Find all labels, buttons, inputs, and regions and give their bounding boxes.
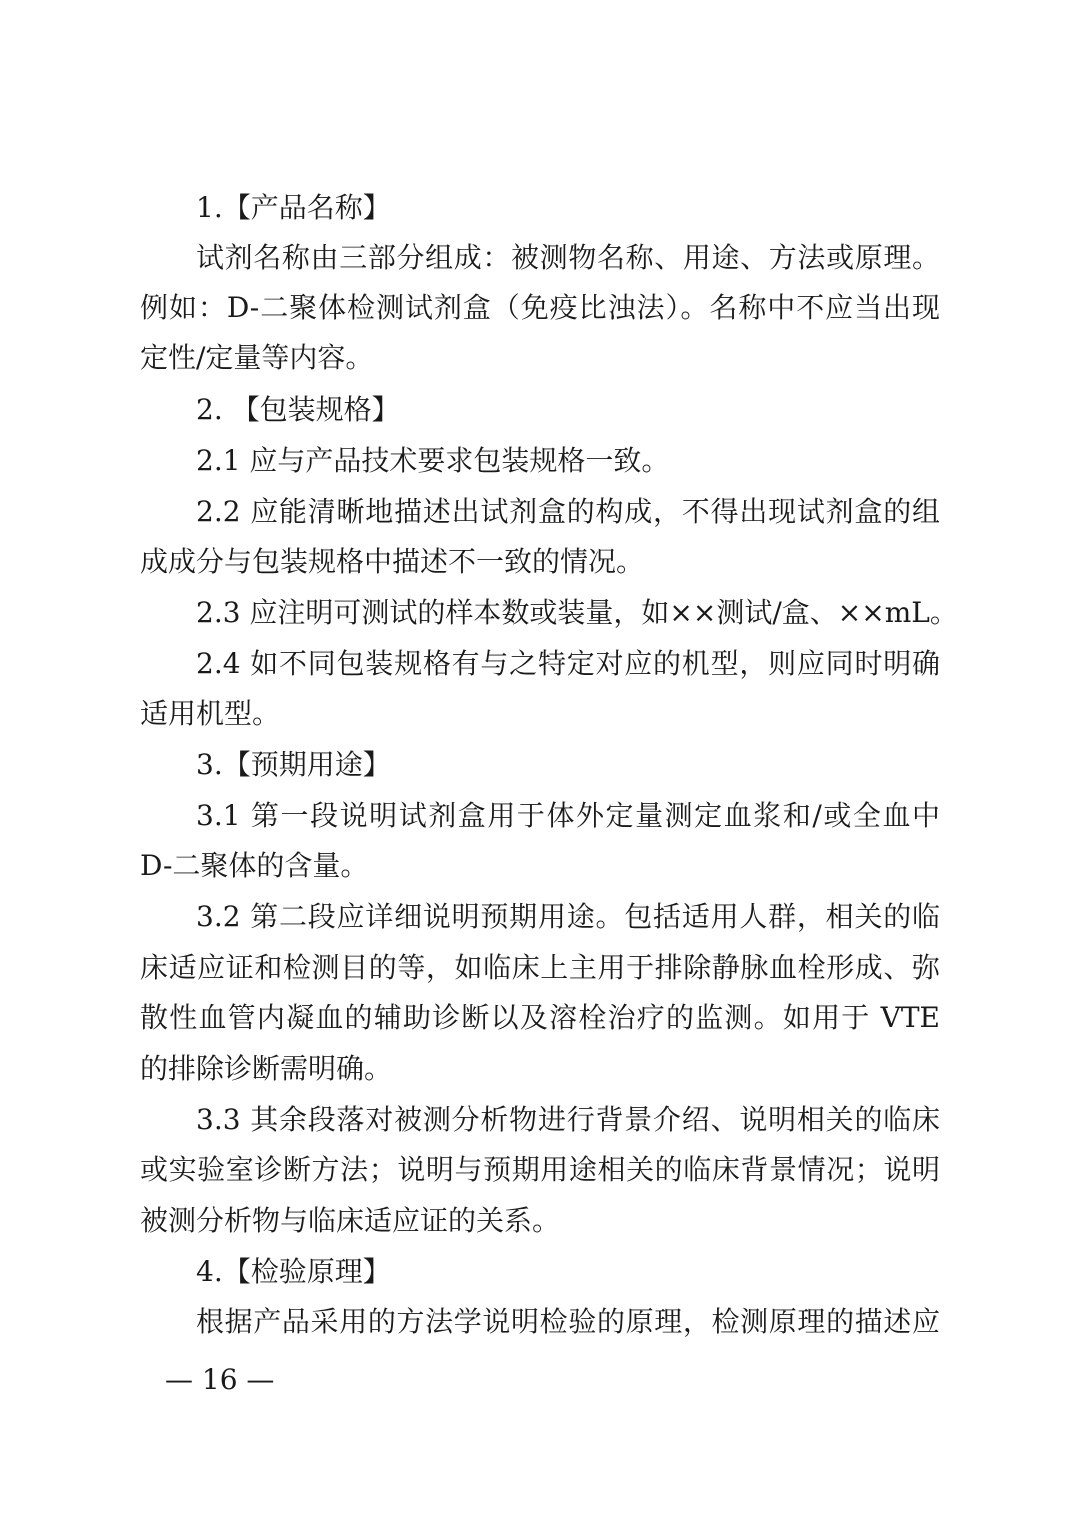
paragraph-line: 或实验室诊断方法；说明与预期用途相关的临床背景情况；说明 <box>140 1153 940 1186</box>
heading-product-name: 1.【产品名称】 <box>196 191 391 224</box>
heading-package-spec: 2. 【包装规格】 <box>196 393 400 426</box>
paragraph-line: 3.2 第二段应详细说明预期用途。包括适用人群，相关的临 <box>196 900 940 933</box>
paragraph-line: 2.2 应能清晰地描述出试剂盒的构成，不得出现试剂盒的组 <box>196 495 940 528</box>
paragraph-line: 2.3 应注明可测试的样本数或装量，如××测试/盒、××mL。 <box>196 596 958 629</box>
paragraph-line: 根据产品采用的方法学说明检验的原理，检测原理的描述应 <box>196 1305 940 1338</box>
heading-intended-use: 3.【预期用途】 <box>196 748 391 781</box>
heading-test-principle: 4.【检验原理】 <box>196 1255 391 1288</box>
paragraph-line: 散性血管内凝血的辅助诊断以及溶栓治疗的监测。如用于 VTE <box>140 1001 940 1034</box>
page-number: — 16 — <box>165 1363 275 1396</box>
paragraph-line: 3.1 第一段说明试剂盒用于体外定量测定血浆和/或全血中 <box>196 799 940 832</box>
paragraph-line: 定性/定量等内容。 <box>140 341 374 374</box>
paragraph-line: 被测分析物与临床适应证的关系。 <box>140 1204 561 1237</box>
paragraph-line: 成成分与包装规格中描述不一致的情况。 <box>140 545 645 578</box>
paragraph-line: 的排除诊断需明确。 <box>140 1052 393 1085</box>
paragraph-line: D-二聚体的含量。 <box>140 849 369 882</box>
paragraph-line: 2.4 如不同包装规格有与之特定对应的机型，则应同时明确 <box>196 647 940 680</box>
paragraph-line: 3.3 其余段落对被测分析物进行背景介绍、说明相关的临床 <box>196 1103 940 1136</box>
paragraph-line: 例如：D-二聚体检测试剂盒（免疫比浊法）。名称中不应当出现 <box>140 291 940 324</box>
paragraph-line: 床适应证和检测目的等，如临床上主用于排除静脉血栓形成、弥 <box>140 951 940 984</box>
paragraph-line: 试剂名称由三部分组成：被测物名称、用途、方法或原理。 <box>196 241 940 274</box>
paragraph-line: 适用机型。 <box>140 697 281 730</box>
paragraph-line: 2.1 应与产品技术要求包装规格一致。 <box>196 444 670 477</box>
